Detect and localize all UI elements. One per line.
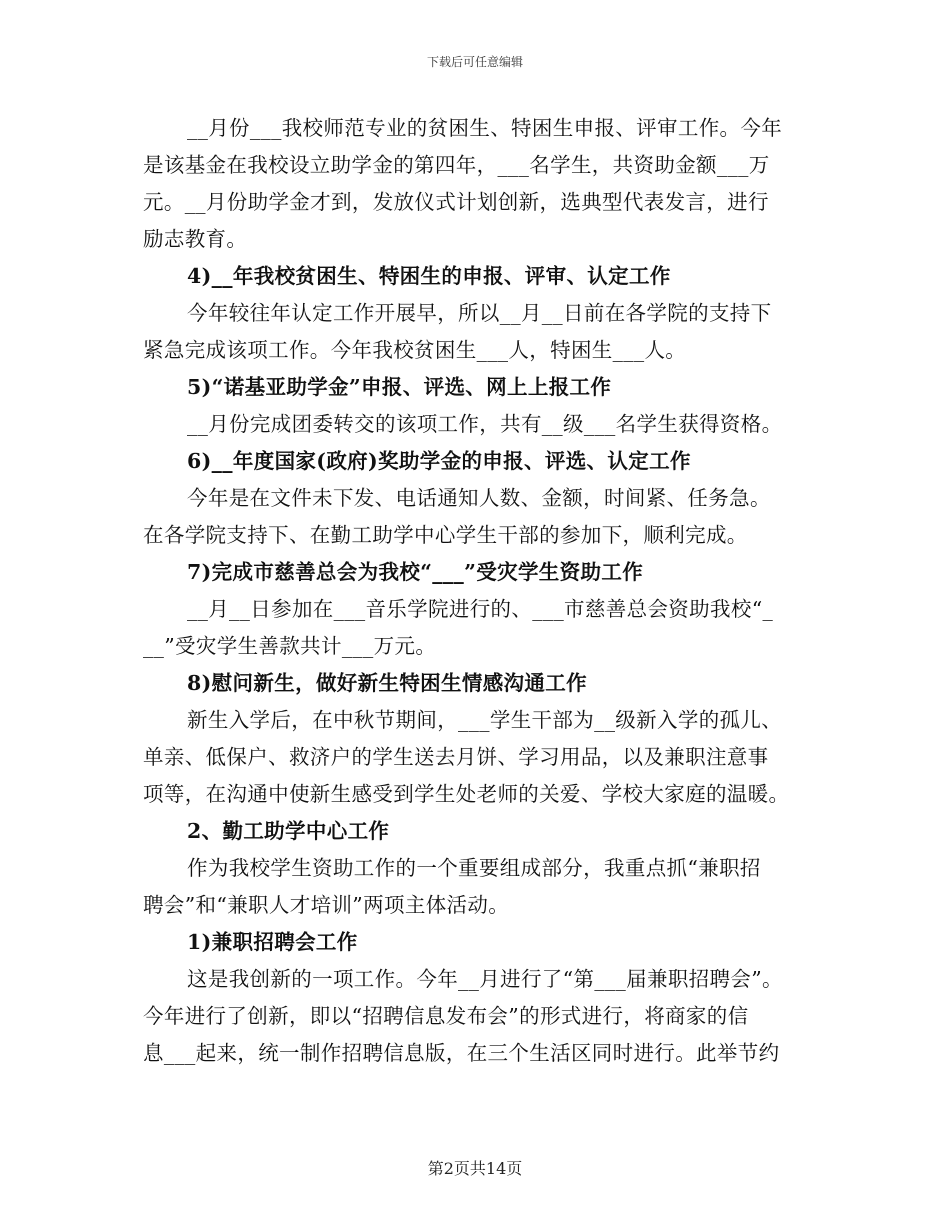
section-heading: 8)慰问新生，做好新生特困生情感沟通工作	[187, 671, 587, 695]
paragraph-line: 今年进行了创新，即以“招聘信息发布会”的形式进行，将商家的信	[143, 1004, 749, 1028]
paragraph-line: 单亲、低保户、救济户的学生送去月饼、学习用品，以及兼职注意事	[143, 745, 769, 769]
section-heading: 6)__年度国家(政府)奖助学金的申报、评选、认定工作	[187, 449, 691, 473]
page-header: 下载后可任意编辑	[426, 55, 523, 69]
section-heading: 4)__年我校贫困生、特困生的申报、评审、认定工作	[187, 264, 671, 288]
paragraph-line: 是该基金在我校设立助学金的第四年，___名学生，共资助金额___万	[143, 153, 770, 177]
paragraph-line: 作为我校学生资助工作的一个重要组成部分，我重点抓“兼职招	[187, 856, 761, 880]
paragraph-line: 息___起来，统一制作招聘信息版，在三个生活区同时进行。此举节约	[143, 1041, 780, 1065]
section-heading: 2、勤工助学中心工作	[187, 819, 390, 843]
document-body	[143, 110, 823, 1072]
paragraph-line: 励志教育。	[143, 227, 248, 251]
paragraph-line: 聘会”和“兼职人才培训”两项主体活动。	[143, 893, 510, 917]
paragraph-line: __月份完成团委转交的该项工作，共有__级___名学生获得资格。	[187, 412, 783, 436]
paragraph-line: 今年较往年认定工作开展早，所以__月__日前在各学院的支持下	[187, 301, 772, 325]
paragraph-line: 元。__月份助学金才到，发放仪式计划创新，选典型代表发言，进行	[143, 190, 769, 214]
paragraph-line: 这是我创新的一项工作。今年__月进行了“第___届兼职招聘会”。	[187, 967, 783, 991]
section-heading: 7)完成市慈善总会为我校“___”受灾学生资助工作	[187, 560, 644, 584]
paragraph-line: __月份___我校师范专业的贫困生、特困生申报、评审工作。今年	[187, 116, 783, 140]
paragraph-line: 新生入学后，在中秋节期间，___学生干部为__级新入学的孤儿、	[187, 708, 783, 732]
section-heading: 1)兼职招聘会工作	[187, 930, 358, 954]
paragraph-line: 在各学院支持下、在勤工助学中心学生干部的参加下，顺利完成。	[143, 523, 748, 547]
paragraph-line: 项等，在沟通中使新生感受到学生处老师的关爱、学校大家庭的温暖。	[143, 782, 790, 806]
paragraph-line: __月__日参加在___音乐学院进行的、___市慈善总会资助我校“_	[187, 597, 774, 621]
paragraph-line: 今年是在文件未下发、电话通知人数、金额，时间紧、任务急。	[187, 486, 771, 510]
page-number: 第2页共14页	[427, 1159, 523, 1178]
paragraph-line: 紧急完成该项工作。今年我校贫困生___人，特困生___人。	[143, 338, 687, 362]
section-heading: 5)“诺基亚助学金”申报、评选、网上上报工作	[187, 375, 612, 399]
paragraph-line: __”受灾学生善款共计___万元。	[143, 634, 437, 658]
